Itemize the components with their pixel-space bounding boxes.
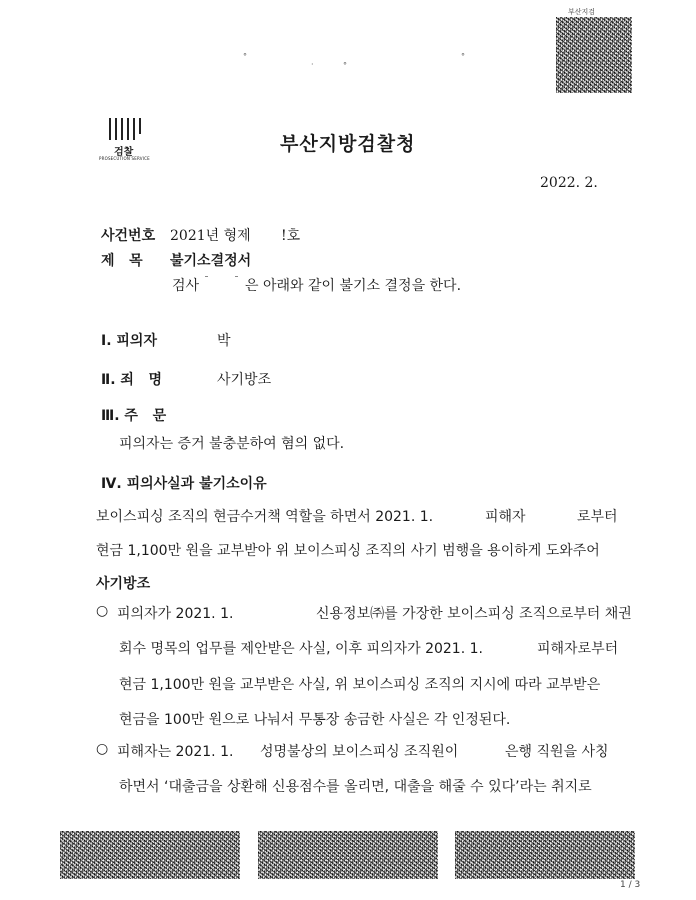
- body-line: 보이스피싱 조직의 현금수거책 역할을 하면서 2021. 1.: [96, 509, 434, 525]
- body-line: 성명불상의 보이스피싱 조직원이: [260, 744, 459, 760]
- bullet-icon: ○: [96, 741, 109, 757]
- body-line: 회수 명목의 업무를 제안받은 사실, 이후 피의자가 2021. 1.: [119, 641, 483, 657]
- suspect-name: 박: [217, 333, 231, 349]
- header-mark: °: [461, 52, 465, 61]
- seal-strip: [455, 831, 635, 879]
- logo-bars-icon: [109, 118, 141, 140]
- intro-prosecutor: 검사: [172, 278, 200, 294]
- subject-value: 불기소결정서: [170, 253, 252, 269]
- redacted-name: [205, 276, 208, 277]
- body-line: 피해자: [485, 509, 526, 525]
- header-mark: °: [343, 61, 347, 70]
- body-line: 현금 1,100만 원을 교부받아 위 보이스피싱 조직의 사기 범행을 용이하게 도와주어: [96, 543, 600, 559]
- body-line: 피해자로부터: [537, 641, 619, 657]
- header-mark: °: [243, 52, 247, 61]
- seal-strip: [258, 831, 438, 879]
- section-4-label: Ⅳ. 피의사실과 불기소이유: [101, 476, 267, 492]
- header-mark: ·: [311, 60, 314, 69]
- intro-text: 은 아래와 같이 불기소 결정을 한다.: [245, 278, 462, 294]
- body-line: 하면서 ‘대출금을 상환해 신용점수를 올리면, 대출을 해줄 수 있다’라는 취지로: [119, 779, 592, 795]
- case-number-value: 2021년 형제: [170, 228, 251, 244]
- bullet-icon: ○: [96, 603, 109, 619]
- body-line: 은행 직원을 사칭: [505, 744, 609, 760]
- section-3-label: Ⅲ. 주 문: [101, 408, 167, 424]
- seal-strip: [60, 831, 240, 879]
- body-line: 피해자는 2021. 1.: [117, 744, 234, 760]
- page-number: 1 / 3: [620, 880, 641, 890]
- logo-wordmark: 검찰: [114, 147, 134, 158]
- body-line: 현금 1,100만 원을 교부받은 사실, 위 보이스피싱 조직의 지시에 따라 교부받은: [119, 677, 601, 693]
- body-heading: 사기방조: [96, 576, 151, 592]
- body-line: 현금을 100만 원으로 나눠서 무통장 송금한 사실은 각 인정된다.: [119, 712, 511, 728]
- disposition-text: 피의자는 증거 불충분하여 혐의 없다.: [119, 436, 345, 452]
- case-number-label: 사건번호: [101, 228, 156, 244]
- section-1-label: Ⅰ. 피의자: [101, 333, 157, 349]
- stamp-label: 부산지검: [568, 8, 596, 16]
- stamp-image: [556, 17, 632, 93]
- charge-value: 사기방조: [217, 372, 272, 388]
- section-2-label: Ⅱ. 죄 명: [101, 372, 163, 388]
- case-number-suffix: !호: [281, 228, 301, 244]
- body-line: 신용정보㈜를 가장한 보이스피싱 조직으로부터 채권: [316, 606, 632, 622]
- logo-subtitle: PROSECUTION SERVICE: [99, 156, 150, 161]
- body-line: 로부터: [577, 509, 618, 525]
- office-title: 부산지방검찰청: [280, 133, 416, 155]
- prosecution-logo: [99, 118, 151, 168]
- document-date: 2022. 2.: [540, 175, 598, 191]
- body-line: 피의자가 2021. 1.: [117, 606, 234, 622]
- redacted-name: [235, 276, 238, 277]
- subject-label: 제 목: [101, 253, 143, 269]
